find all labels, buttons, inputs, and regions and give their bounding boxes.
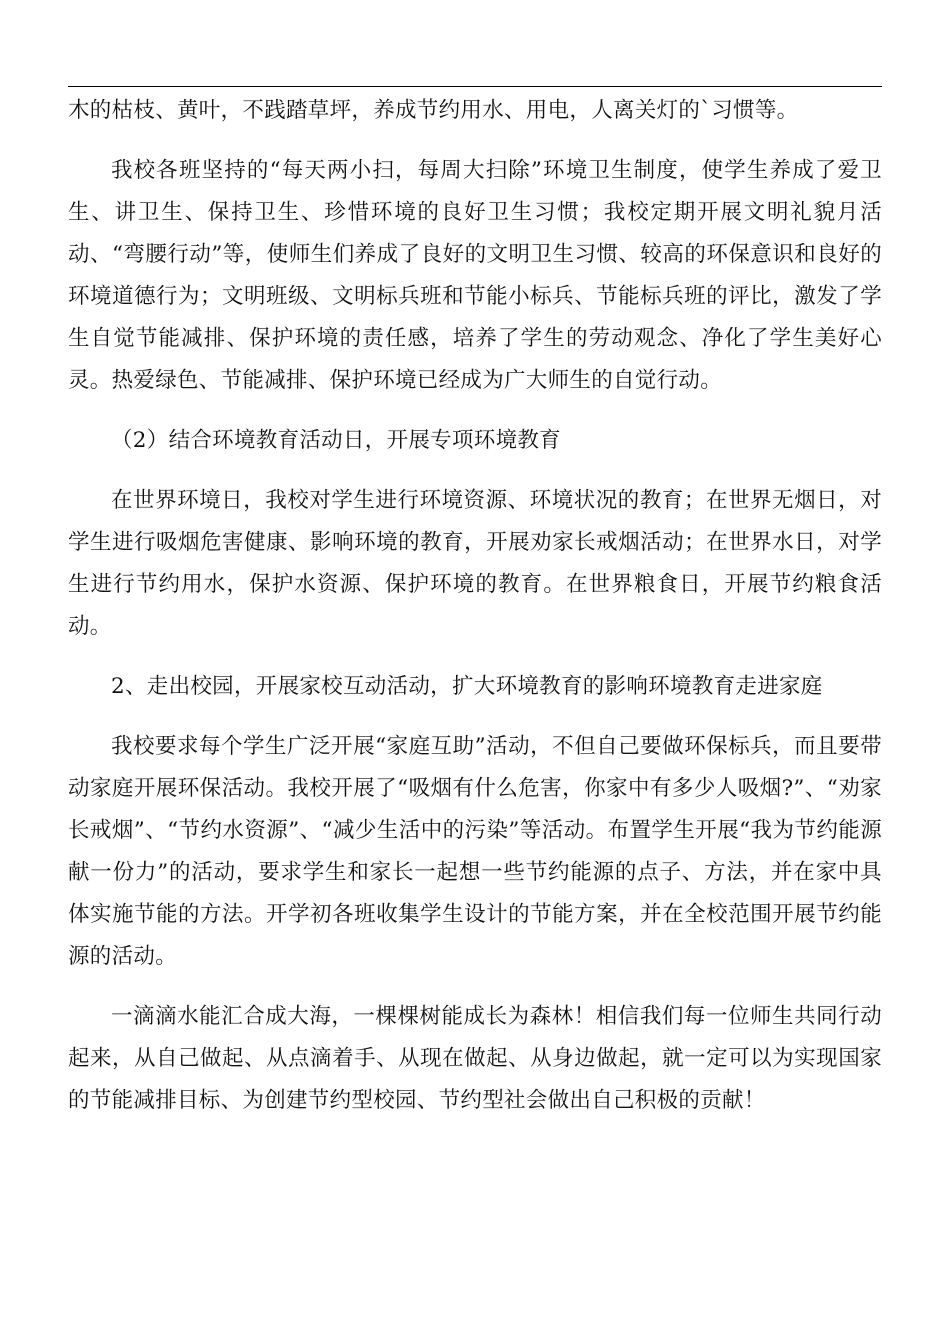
paragraph-hygiene-habits: 我校各班坚持的“每天两小扫，每周大扫除”环境卫生制度，使学生养成了爱卫生、讲卫生、保持卫生、珍惜环境的良好卫生习惯；我校定期开展文明礼貌月活动、“弯腰行动”等，使师生们养成了良好的文明卫生习惯、较高的环保意识和良好的环境道德行为；文明班级、文明标兵班和节能小标兵、节能标兵班的评比，激发了学生自觉节能减排、保护环境的责任感，培养了学生的劳动观念、净化了学生美好心灵。热爱绿色、节能减排、保护环境已经成为广大师生的自觉行动。 — [68, 158, 882, 393]
subheading-environment-days: （2）结合环境教育活动日，开展专项环境教育 — [111, 428, 561, 453]
document-body — [68, 90, 882, 1122]
heading-home-school-activities: 2、走出校园，开展家校互动活动，扩大环境教育的影响环境教育走进家庭 — [111, 674, 823, 699]
paragraph-environment-days: 在世界环境日，我校对学生进行环境资源、环境状况的教育；在世界无烟日，对学生进行吸烟危害健康、影响环境的教育，开展劝家长戒烟活动；在世界水日，对学生进行节约用水，保护水资源、保护环境的教育。在世界粮食日，开展节约粮食活动。 — [68, 488, 882, 639]
header-rule — [68, 86, 882, 87]
paragraph-conclusion: 一滴滴水能汇合成大海，一棵棵树能成长为森林！相信我们每一位师生共同行动起来，从自己做起、从点滴着手、从现在做起、从身边做起，就一定可以为实现国家的节能减排目标、为创建节约型校园、节约型社会做出自己积极的贡献！ — [68, 1004, 882, 1113]
paragraph-family-activities: 我校要求每个学生广泛开展“家庭互助”活动，不但自己要做环保标兵，而且要带动家庭开展环保活动。我校开展了“吸烟有什么危害，你家中有多少人吸烟?”、“劝家长戒烟”、“节约水资源”、“减少生活中的污染”等活动。布置学生开展“我为节约能源献一份力”的活动，要求学生和家长一起想一些节约能源的点子、方法，并在家中具体实施节能的方法。开学初各班收集学生设计的节能方案，并在全校范围开展节约能源的活动。 — [68, 734, 882, 969]
paragraph-continuation: 木的枯枝、黄叶，不践踏草坪，养成节约用水、用电，人离关灯的`习惯等。 — [68, 98, 799, 123]
